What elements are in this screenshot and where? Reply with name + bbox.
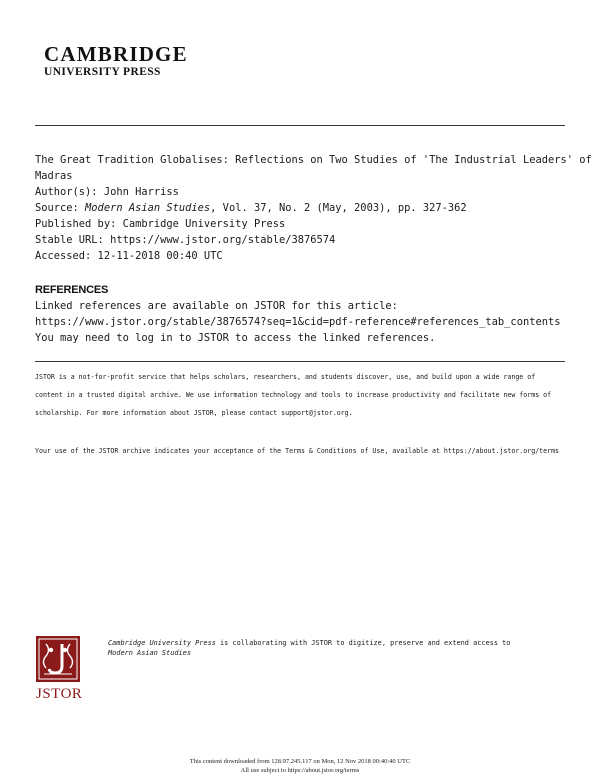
collab-journal: Modern Asian Studies: [108, 649, 191, 657]
source-journal: Modern Asian Studies: [85, 202, 211, 214]
references-block: [35, 298, 575, 346]
source-prefix: Source:: [35, 202, 86, 214]
jstor-emblem-icon: [36, 636, 80, 682]
footer-line1: This content downloaded from 128.97.245.117 on Mon, 12 Nov 2018 00:40:40 UTC: [189, 758, 411, 765]
download-footer: [0, 758, 600, 775]
collaboration-statement: [108, 638, 528, 658]
jstor-logo-text: JSTOR: [36, 686, 83, 702]
article-publisher: Published by: Cambridge University Press: [35, 218, 286, 230]
article-accessed: Accessed: 12-11-2018 00:40 UTC: [35, 250, 223, 262]
article-metadata: [35, 152, 592, 264]
top-divider: [35, 125, 565, 126]
article-source: [35, 200, 565, 216]
references-login-note: You may need to log in to JSTOR to access the linked references.: [35, 332, 436, 344]
article-title-line1: The Great Tradition Globalises: Reflections on Two Studies of 'The Industrial Leaders' of: [35, 154, 592, 166]
jstor-notice-para2: Your use of the JSTOR archive indicates your acceptance of the Terms & Conditions of Use, available at https://about.jstor.org/terms: [35, 447, 560, 455]
cambridge-university-press-logo: [44, 44, 188, 79]
jstor-notice-para1: JSTOR is a not-for-profit service that helps scholars, researchers, and students discover, use, and build upon a wide range of content in a trusted digital archive. We use information technology and tools to increase productivity and facilitate new forms of scholarship. For more information about JSTOR, please contact support@jstor.org.: [35, 373, 552, 417]
middle-divider: [35, 361, 565, 362]
article-title-line2: Madras: [35, 170, 73, 182]
references-heading: REFERENCES: [35, 284, 109, 296]
publisher-name-line2: UNIVERSITY PRESS: [44, 66, 161, 78]
article-authors: Author(s): John Harriss: [35, 186, 179, 198]
publisher-name-line1: CAMBRIDGE: [44, 42, 188, 66]
jstor-notice: [35, 368, 565, 460]
jstor-logo: [36, 636, 82, 703]
source-details: , Vol. 37, No. 2 (May, 2003), pp. 327-362: [210, 202, 467, 214]
footer-line2: All use subject to https://about.jstor.org/terms: [240, 766, 360, 774]
references-intro: Linked references are available on JSTOR for this article:: [35, 300, 398, 312]
article-stable-url[interactable]: Stable URL: https://www.jstor.org/stable/3876574: [35, 234, 336, 246]
collab-publisher: Cambridge University Press: [108, 639, 216, 647]
collab-middle: is collaborating with JSTOR to digitize, preserve and extend access to: [215, 639, 511, 647]
references-link[interactable]: https://www.jstor.org/stable/3876574?seq=1&cid=pdf-reference#references_tab_contents: [35, 316, 561, 328]
